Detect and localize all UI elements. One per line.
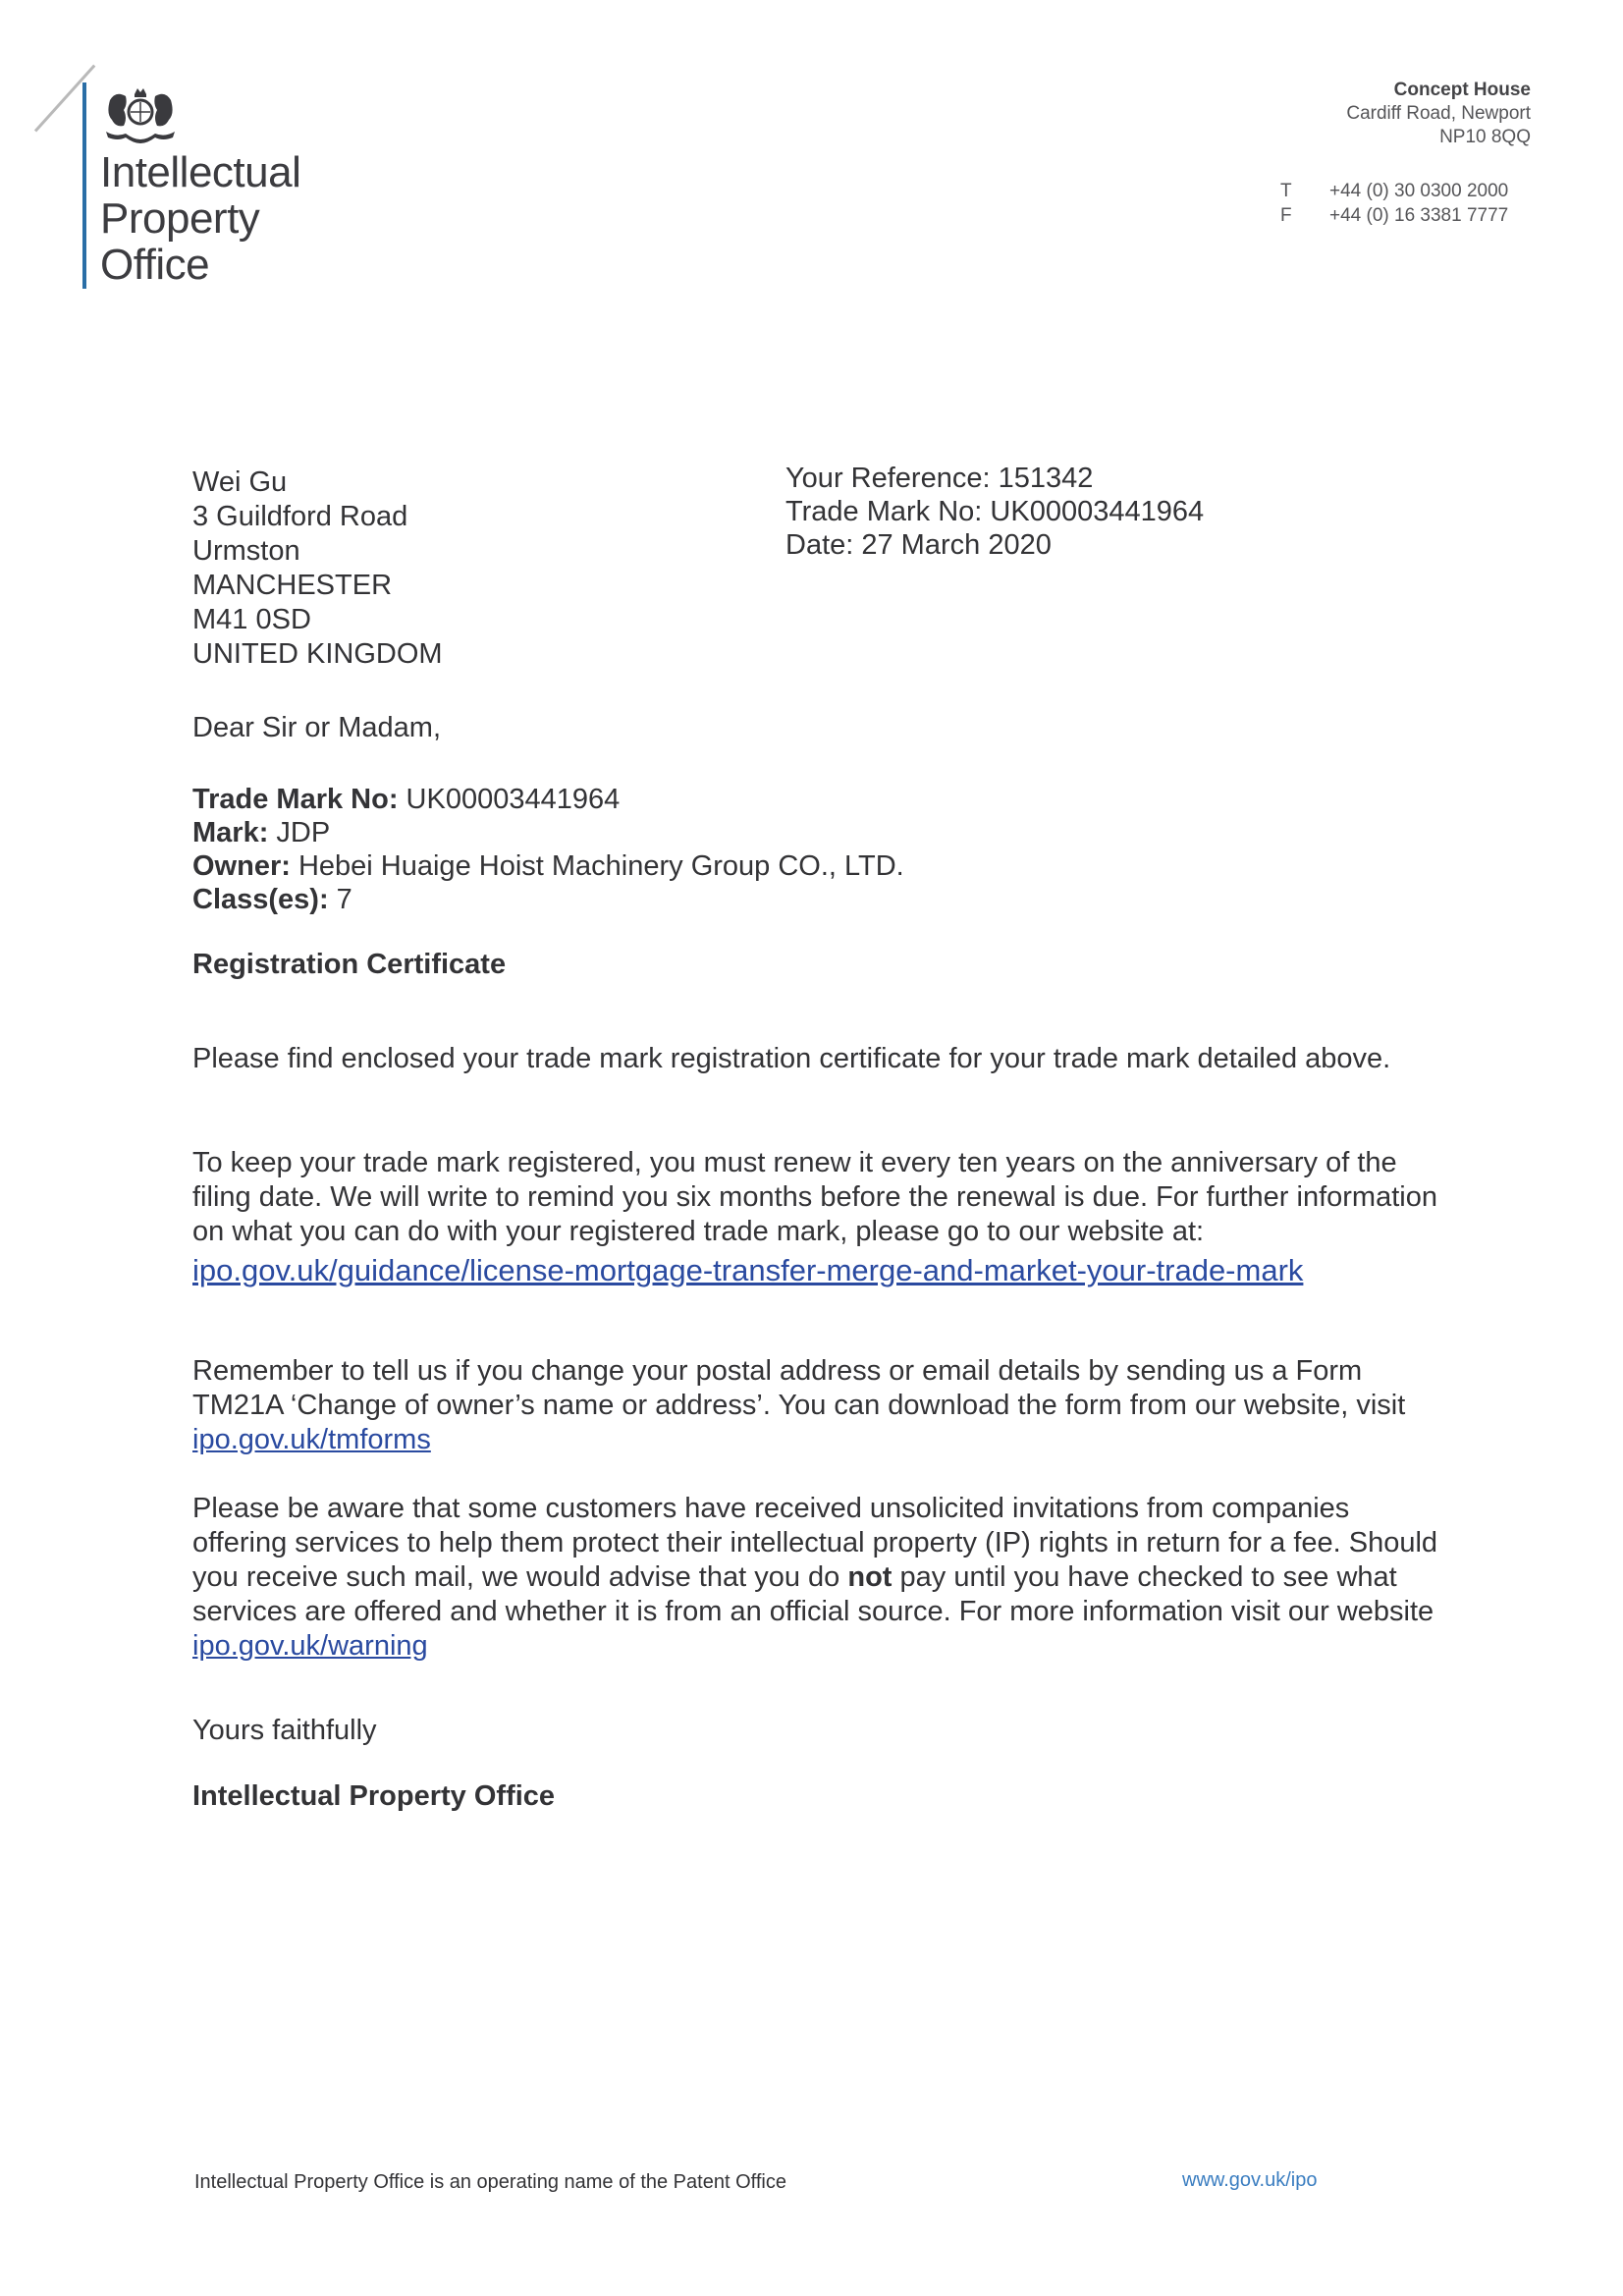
detail-value: 7 xyxy=(328,884,352,915)
emphasis-not: not xyxy=(847,1561,893,1593)
detail-row xyxy=(192,849,1449,883)
guidance-link-row xyxy=(192,1253,1449,1287)
warning-link[interactable]: ipo.gov.uk/warning xyxy=(192,1630,428,1662)
greeting: Dear Sir or Madam, xyxy=(192,712,442,743)
trade-mark-number: Trade Mark No: UK00003441964 xyxy=(785,496,1205,527)
contact-key: T xyxy=(1280,181,1292,201)
paragraph-renewal: To keep your trade mark registered, you must renew it every ten years on the anniversary of the filing date. We will write to remind you six months before the renewal is due. For further information on what you can do with your registered trade mark, please go to our website at: xyxy=(192,1147,1437,1247)
detail-label: Trade Mark No: xyxy=(192,784,399,815)
recipient-line: MANCHESTER xyxy=(192,570,393,601)
your-reference: Your Reference: 151342 xyxy=(785,463,1094,494)
logo-line: Intellectual xyxy=(100,148,301,196)
paragraph-address-change xyxy=(192,1354,1449,1457)
signoff: Intellectual Property Office xyxy=(192,1780,556,1812)
paragraph-enclosed: Please find enclosed your trade mark registration certificate for your trade mark detailed above. xyxy=(192,1043,1391,1074)
detail-row xyxy=(192,783,1449,816)
office-contacts xyxy=(1280,179,1508,228)
letter-date: Date: 27 March 2020 xyxy=(785,529,1052,561)
detail-value: Hebei Huaige Hoist Machinery Group CO., LTD. xyxy=(290,850,904,882)
recipient-line: 3 Guildford Road xyxy=(192,501,408,532)
section-heading: Registration Certificate xyxy=(192,949,507,980)
detail-row xyxy=(192,883,1449,916)
recipient-line: M41 0SD xyxy=(192,604,311,635)
logo-line: Office xyxy=(100,241,210,289)
reference-block xyxy=(785,462,1204,562)
logo-line: Property xyxy=(100,194,260,243)
paragraph-text: pay until you have checked to see what services are offered and whether it is from an official source. For more information visit our website xyxy=(192,1561,1434,1627)
paragraph-warning xyxy=(192,1492,1449,1664)
tmforms-link[interactable]: ipo.gov.uk/tmforms xyxy=(192,1424,431,1455)
royal-coat-of-arms-icon xyxy=(100,81,181,147)
recipient-line: Wei Gu xyxy=(192,466,288,498)
paragraph-text: Please be aware that some customers have received unsolicited invitations from companies offering services to help them protect their intellectual property (IP) rights in return for a fee. Should you receive such mail, we would advise that you do xyxy=(192,1493,1438,1593)
office-building: Concept House xyxy=(1393,80,1531,100)
office-street: Cardiff Road, Newport xyxy=(1346,103,1531,124)
paragraph-text: Remember to tell us if you change your postal address or email details by sending us a Form TM21A ‘Change of owner’s name or address’. You can download the form from our website, visit xyxy=(192,1355,1406,1421)
detail-value: UK00003441964 xyxy=(398,784,621,815)
contact-fax xyxy=(1280,203,1508,228)
detail-row xyxy=(192,816,1449,849)
footer-note: Intellectual Property Office is an operating name of the Patent Office xyxy=(194,2171,786,2193)
guidance-link[interactable]: ipo.gov.uk/guidance/license-mortgage-transfer-merge-and-market-your-trade-mark xyxy=(192,1253,1304,1287)
detail-value: JDP xyxy=(268,817,331,848)
detail-label: Owner: xyxy=(192,850,291,882)
contact-phone xyxy=(1280,179,1508,203)
detail-label: Mark: xyxy=(192,817,269,848)
org-logo-text xyxy=(100,149,300,288)
phone-number: +44 (0) 30 0300 2000 xyxy=(1329,181,1509,201)
footer-website-link[interactable]: www.gov.uk/ipo xyxy=(1182,2169,1318,2191)
recipient-address xyxy=(192,465,443,672)
logo-vertical-bar xyxy=(82,82,86,289)
contact-key: F xyxy=(1280,205,1292,226)
recipient-line: UNITED KINGDOM xyxy=(192,638,443,670)
closing: Yours faithfully xyxy=(192,1715,377,1746)
fax-number: +44 (0) 16 3381 7777 xyxy=(1329,205,1509,226)
recipient-line: Urmston xyxy=(192,535,300,567)
office-address xyxy=(1346,79,1531,149)
trade-mark-details xyxy=(192,783,1449,916)
office-postcode: NP10 8QQ xyxy=(1439,127,1531,147)
detail-label: Class(es): xyxy=(192,884,329,915)
